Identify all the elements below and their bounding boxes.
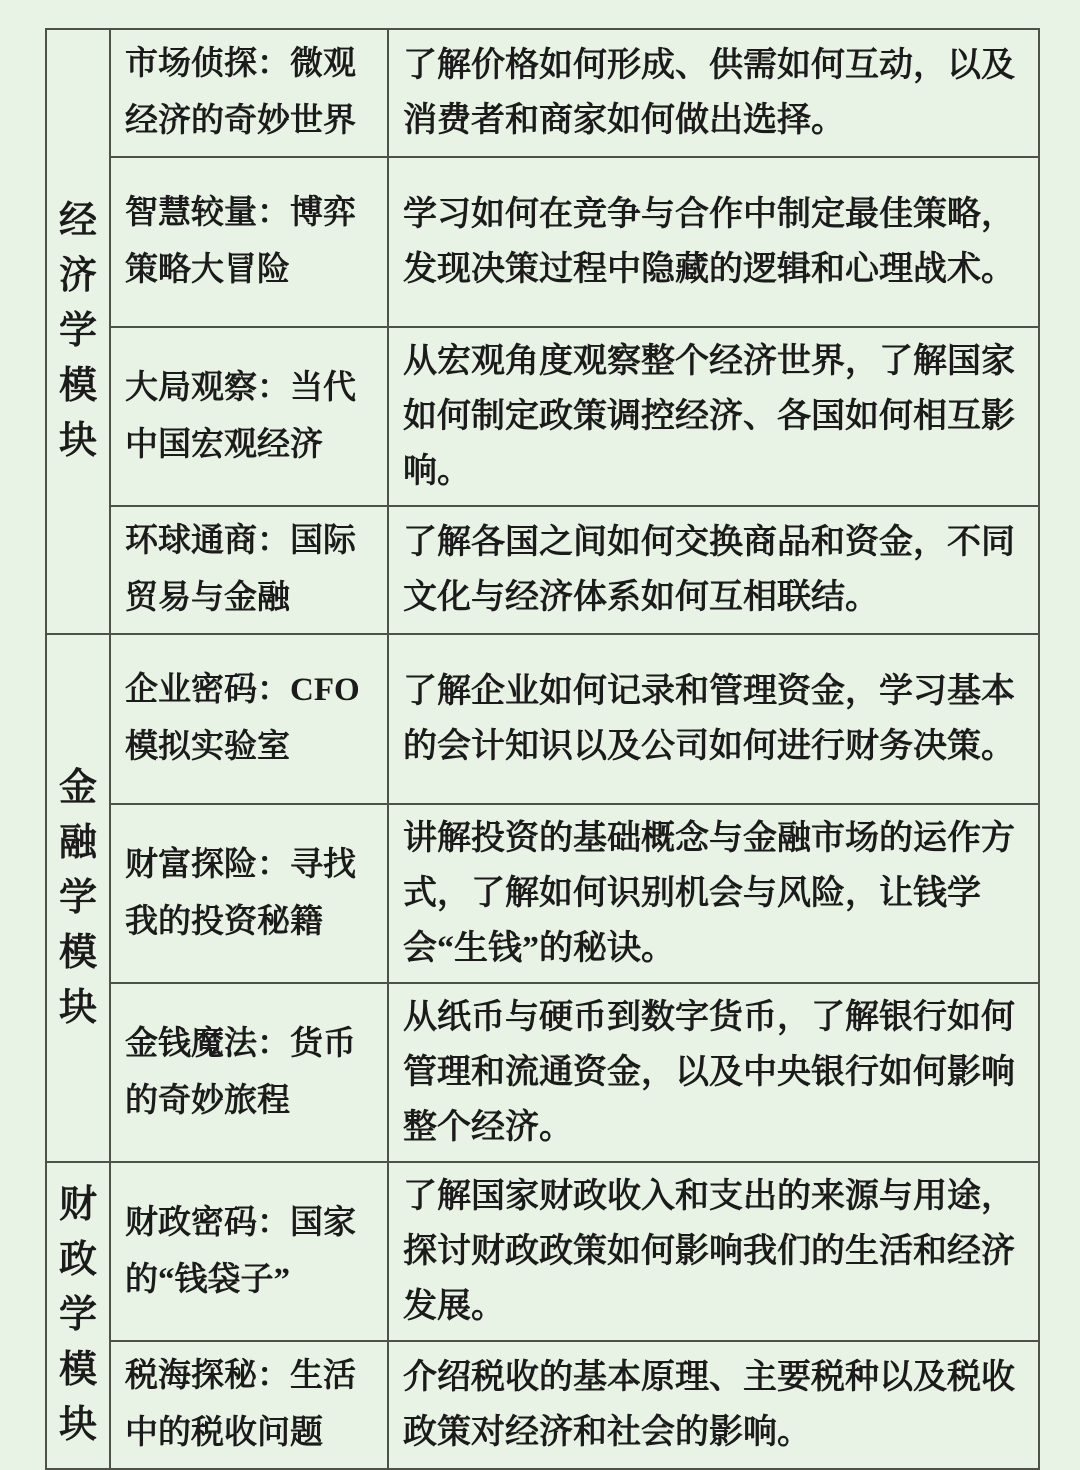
module-label-finance: 金融学模块 (58, 766, 97, 1029)
course-title-cell: 税海探秘：生活中的税收问题 (110, 1341, 388, 1469)
course-title-cell: 环球通商：国际贸易与金融 (110, 506, 388, 634)
course-title-cell: 市场侦探：微观经济的奇妙世界 (110, 29, 388, 157)
course-description-cell: 了解国家财政收入和支出的来源与用途，探讨财政政策如何影响我们的生活和经济发展。 (388, 1162, 1039, 1341)
course-description-cell: 从纸币与硬币到数字货币，了解银行如何管理和流通资金，以及中央银行如何影响整个经济。 (388, 983, 1039, 1162)
course-title-cell: 财政密码：国家的“钱袋子” (110, 1162, 388, 1341)
table-row (46, 327, 1039, 506)
module-cell-economics (46, 29, 110, 634)
course-title-cell: 财富探险：寻找我的投资秘籍 (110, 804, 388, 983)
table-row (46, 157, 1039, 327)
course-description-cell: 介绍税收的基本原理、主要税种以及税收政策对经济和社会的影响。 (388, 1341, 1039, 1469)
course-description-cell: 从宏观角度观察整个经济世界，了解国家如何制定政策调控经济、各国如何相互影响。 (388, 327, 1039, 506)
table-row (46, 1341, 1039, 1469)
course-title-cell: 金钱魔法：货币的奇妙旅程 (110, 983, 388, 1162)
course-description-cell: 讲解投资的基础概念与金融市场的运作方式，了解如何识别机会与风险，让钱学会“生钱”的秘诀。 (388, 804, 1039, 983)
table-row (46, 29, 1039, 157)
course-description-cell: 了解价格如何形成、供需如何互动，以及消费者和商家如何做出选择。 (388, 29, 1039, 157)
module-label-public-finance: 财政学模块 (58, 1184, 97, 1446)
course-title-cell: 企业密码：CFO模拟实验室 (110, 634, 388, 804)
module-cell-finance (46, 634, 110, 1162)
table-row (46, 506, 1039, 634)
table-row (46, 983, 1039, 1162)
course-description-cell: 了解各国之间如何交换商品和资金，不同文化与经济体系如何互相联结。 (388, 506, 1039, 634)
course-title-cell: 智慧较量：博弈策略大冒险 (110, 157, 388, 327)
table-row (46, 1162, 1039, 1341)
course-description-cell: 了解企业如何记录和管理资金，学习基本的会计知识以及公司如何进行财务决策。 (388, 634, 1039, 804)
module-cell-public-finance (46, 1162, 110, 1469)
curriculum-table (45, 28, 1040, 1470)
module-label-economics: 经济学模块 (58, 200, 97, 462)
course-description-cell: 学习如何在竞争与合作中制定最佳策略，发现决策过程中隐藏的逻辑和心理战术。 (388, 157, 1039, 327)
table-row (46, 804, 1039, 983)
course-title-cell: 大局观察：当代中国宏观经济 (110, 327, 388, 506)
table-row (46, 634, 1039, 804)
